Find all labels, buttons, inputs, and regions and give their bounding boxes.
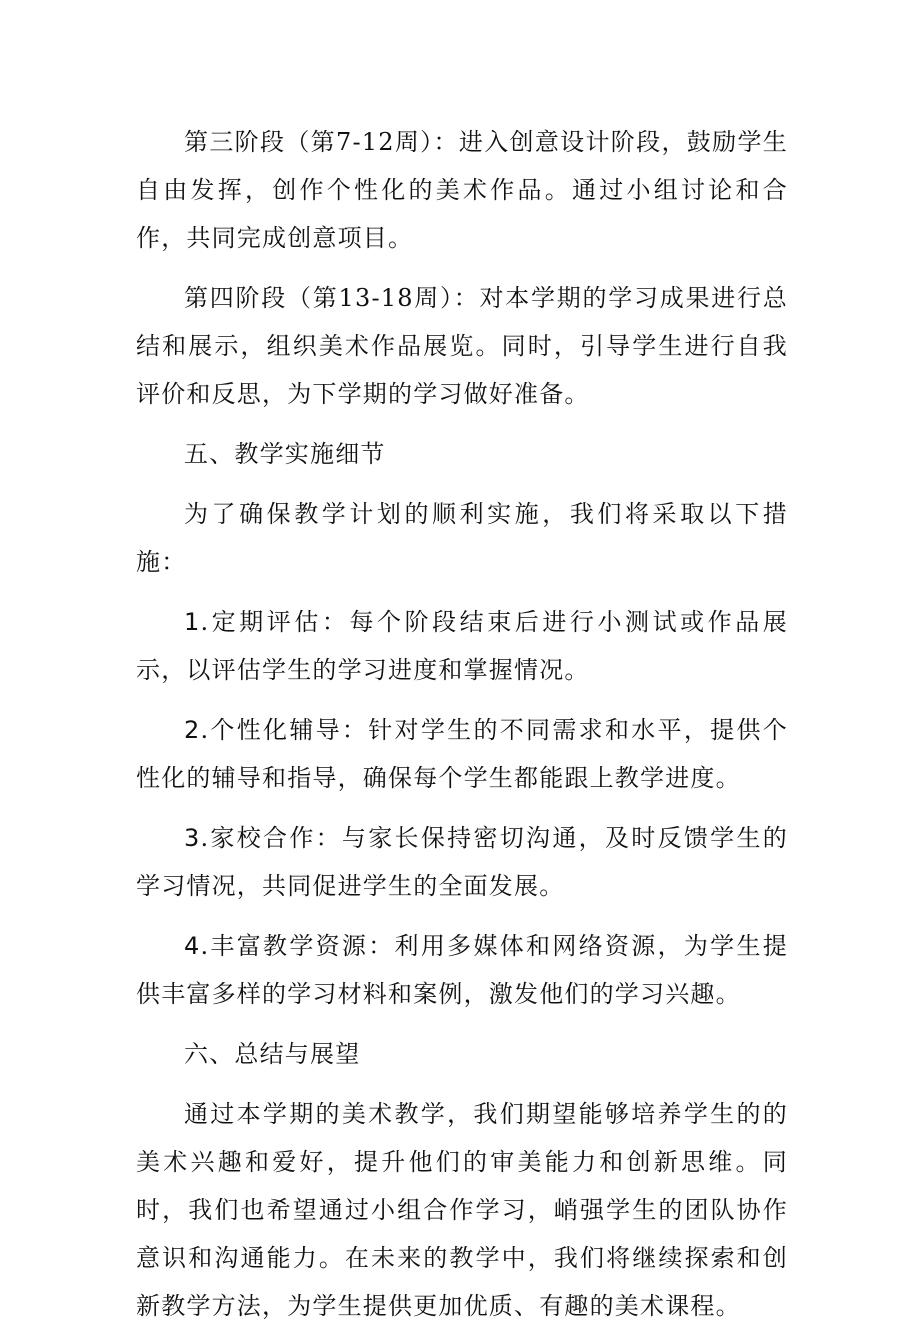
section-6-body: 通过本学期的美术教学，我们期望能够培养学生的的美术兴趣和爱好，提升他们的审美能力和创新思维。同时，我们也希望通过小组合作学习，峭强学生的团队协作意识和沟通能力。在未来的教学中，我们将继续探索和创新教学方法，为学生提供更加优质、有趣的美术课程。 xyxy=(136,1100,788,1320)
measure-item-4-number: 4 xyxy=(184,932,201,960)
measure-item-3-text: .家校合作：与家长保持密切沟通，及时反馈学生的学习情况，共同促进学生的全面发展。 xyxy=(136,824,788,900)
measure-item-1 xyxy=(136,598,788,694)
section-6-heading: 六、总结与展望 xyxy=(184,1040,361,1068)
measure-item-3 xyxy=(136,814,788,910)
measure-item-2-number: 2 xyxy=(184,716,201,744)
section-5-heading: 五、教学实施细节 xyxy=(184,440,386,468)
measure-item-4 xyxy=(136,922,788,1018)
paragraph-stage-3: 第三阶段（第7-12周）：进入创意设计阶段，鼓励学生自由发挥，创作个性化的美术作品。通过小组讨论和合作，共同完成创意项目。 xyxy=(136,128,788,252)
measure-item-2-text: .个性化辅导：针对学生的不同需求和水平，提供个性化的辅导和指导，确保每个学生都能跟上教学进度。 xyxy=(136,716,788,792)
measure-item-2 xyxy=(136,706,788,802)
document-body xyxy=(136,118,788,1330)
section-5-intro: 为了确保教学计划的顺利实施，我们将采取以下措施： xyxy=(136,500,788,576)
measure-item-3-number: 3 xyxy=(184,824,201,852)
paragraph-stage-4: 第四阶段（第13-18周）：对本学期的学习成果进行总结和展示，组织美术作品展览。同时，引导学生进行自我评价和反思，为下学期的学习做好准备。 xyxy=(136,284,788,408)
measure-item-4-text: .丰富教学资源：利用多媒体和网络资源，为学生提供丰富多样的学习材料和案例，激发他们的学习兴趣。 xyxy=(136,932,788,1008)
measure-item-1-number: 1 xyxy=(184,608,201,636)
measure-item-1-text: .定期评估：每个阶段结束后进行小测试或作品展示，以评估学生的学习进度和掌握情况。 xyxy=(136,608,788,684)
